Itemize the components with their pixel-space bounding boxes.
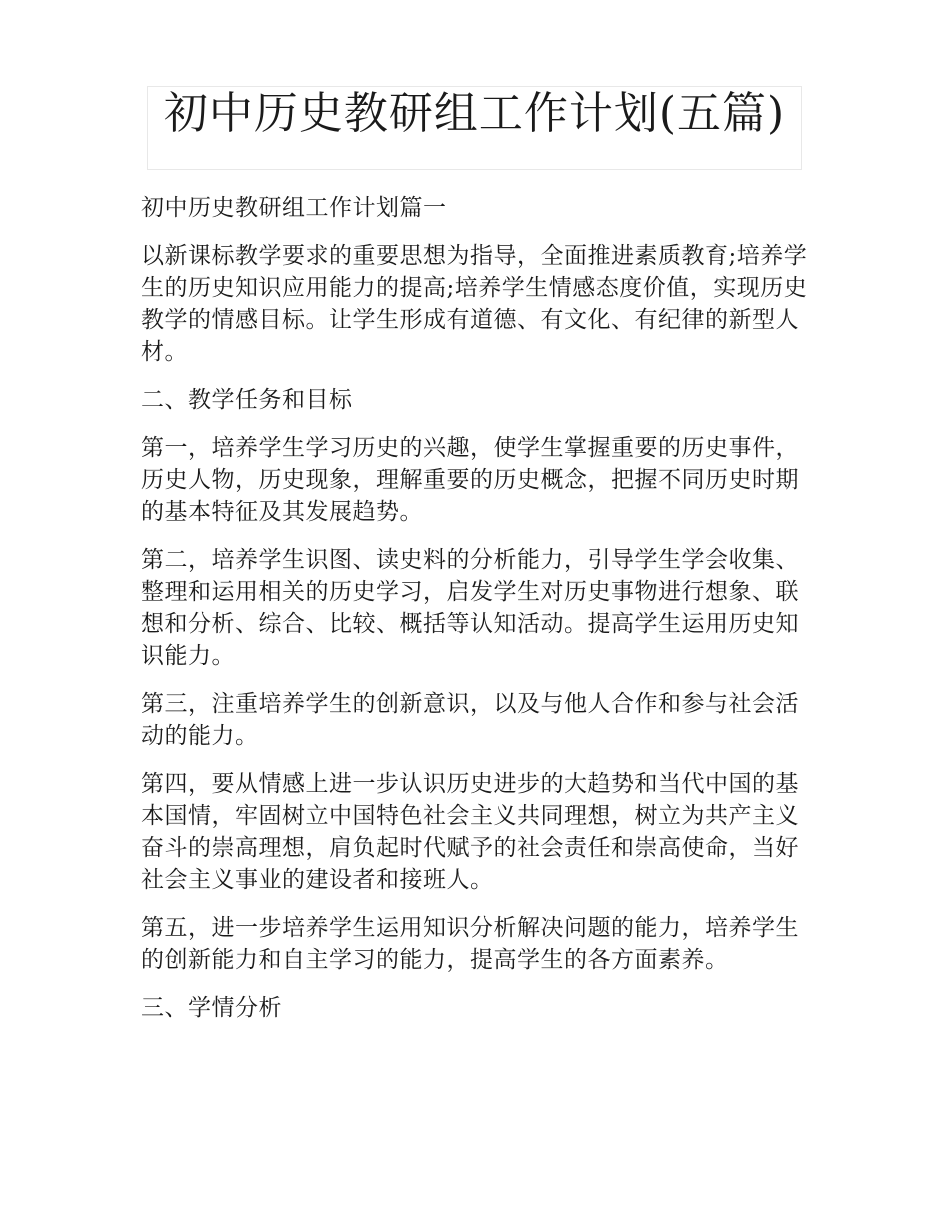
paragraph-goal-four: 第四，要从情感上进一步认识历史进步的大趋势和当代中国的基本国情，牢固树立中国特色社会主义共同理想，树立为共产主义奋斗的崇高理想，肩负起时代赋予的社会责任和崇高使命，当好社会主义事业的建设者和接班人。 (141, 771, 799, 893)
section-heading-plan-one: 初中历史教研组工作计划篇一 (141, 195, 447, 221)
title-frame (147, 86, 802, 170)
section-heading-tasks-goals: 二、教学任务和目标 (141, 387, 353, 413)
paragraph-goal-three: 第三，注重培养学生的创新意识，以及与他人合作和参与社会活动的能力。 (141, 691, 799, 749)
paragraph-guiding-thought: 以新课标教学要求的重要思想为指导，全面推进素质教育;培养学生的历史知识应用能力的提高;培养学生情感态度价值，实现历史教学的情感目标。让学生形成有道德、有文化、有纪律的新型人材。 (141, 243, 808, 365)
document-title: 初中历史教研组工作计划(五篇) (163, 88, 786, 139)
paragraph-goal-two: 第二，培养学生识图、读史料的分析能力，引导学生学会收集、整理和运用相关的历史学习，启发学生对历史事物进行想象、联想和分析、综合、比较、概括等认知活动。提高学生运用历史知识能力。 (141, 547, 799, 669)
section-heading-student-analysis: 三、学情分析 (141, 995, 282, 1021)
paragraph-goal-five: 第五，进一步培养学生运用知识分析解决问题的能力，培养学生的创新能力和自主学习的能力，提高学生的各方面素养。 (141, 915, 799, 973)
paragraph-goal-one: 第一，培养学生学习历史的兴趣，使学生掌握重要的历史事件，历史人物，历史现象，理解重要的历史概念，把握不同历史时期的基本特征及其发展趋势。 (141, 435, 799, 525)
document-body (141, 192, 813, 1040)
